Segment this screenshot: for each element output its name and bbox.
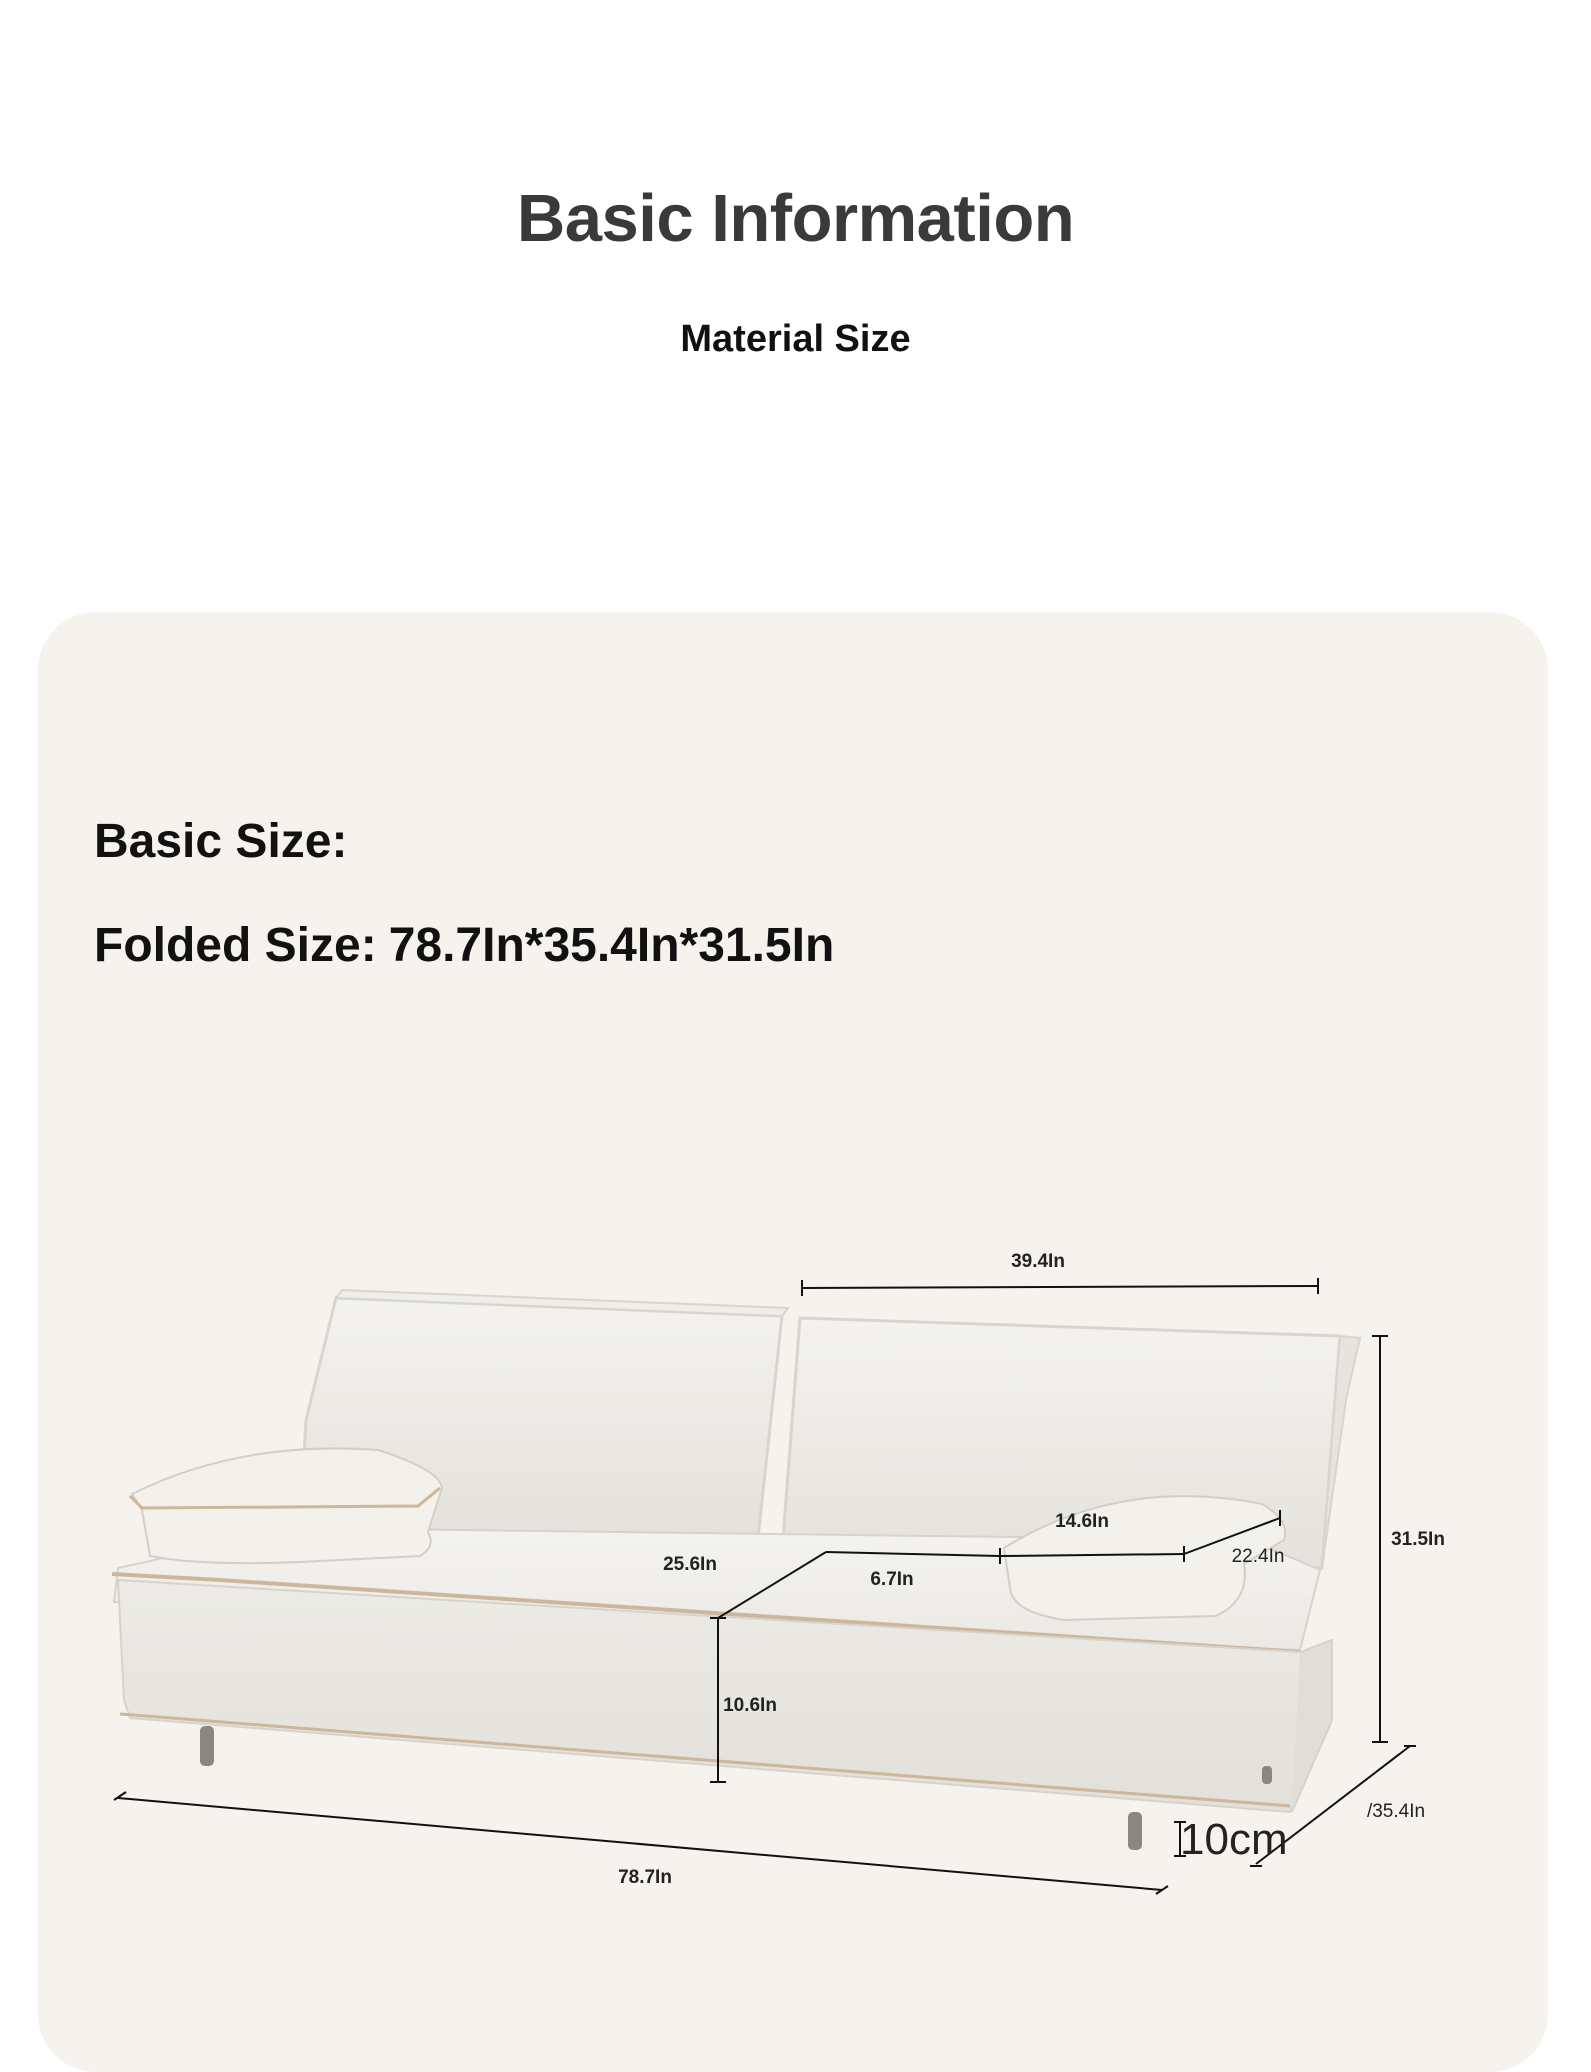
dim-label-length: 78.7In — [618, 1867, 672, 1888]
dim-label-seat-height: 10.6In — [723, 1695, 777, 1716]
dim-label-pillow-depth: 22.4In — [1231, 1546, 1285, 1567]
dim-label-leg-height: 10cm — [1180, 1815, 1288, 1864]
sofa-leg — [1262, 1766, 1272, 1784]
folded-size-label: Folded Size: — [94, 919, 377, 972]
dim-label-height: 31.5In — [1391, 1529, 1445, 1550]
dim-label-gap: 6.7In — [870, 1569, 914, 1590]
dim-line-back-width — [802, 1286, 1318, 1288]
page-subtitle: Material Size — [680, 318, 911, 360]
folded-size-value: 78.7In*35.4In*31.5In — [388, 919, 835, 972]
dim-label-back-width: 39.4In — [1011, 1251, 1065, 1272]
dim-label-pillow-width: 14.6In — [1055, 1511, 1109, 1532]
dim-label-depth: /35.4In — [1366, 1801, 1426, 1822]
basic-size-heading: Basic Size: — [94, 815, 348, 868]
dim-label-seat-depth: 25.6In — [663, 1554, 717, 1575]
pillow-left — [130, 1448, 442, 1563]
page-title: Basic Information — [516, 181, 1075, 256]
sofa-leg — [1128, 1812, 1142, 1850]
sofa-leg — [200, 1726, 214, 1766]
